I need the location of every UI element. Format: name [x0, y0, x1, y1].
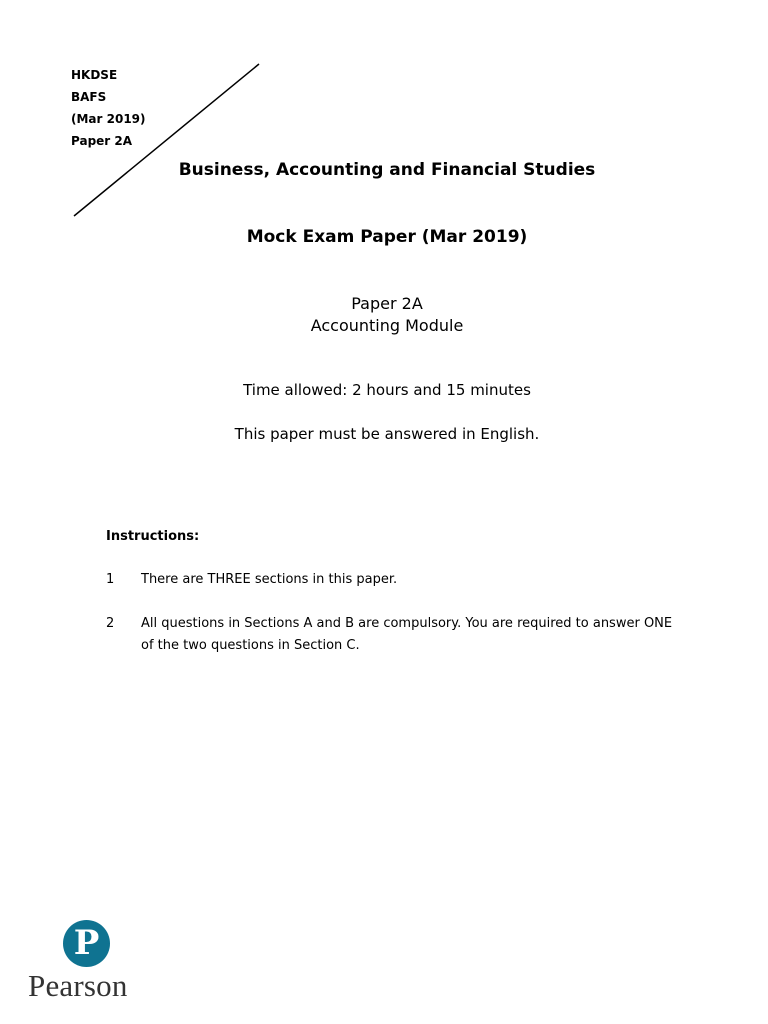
logo-wordmark: Pearson [28, 968, 128, 1003]
mock-title: Mock Exam Paper (Mar 2019) [246, 227, 528, 247]
header-exam: HKDSE [71, 68, 118, 82]
language-note: This paper must be answered in English. [234, 425, 540, 443]
header-subject-code: BAFS [71, 90, 107, 104]
paper-block [0, 293, 768, 337]
instruction-text: All questions in Sections A and B are compulsory. You are required to answer ONE of the two questions in Section C. [141, 616, 673, 653]
paper-module: Accounting Module [310, 316, 464, 335]
header-block [71, 64, 146, 152]
pearson-p-icon [63, 920, 110, 967]
header-paper: Paper 2A [71, 134, 133, 148]
instruction-number: 2 [106, 616, 115, 631]
subject-title: Business, Accounting and Financial Studies [178, 160, 596, 180]
pearson-logo [10, 896, 160, 1016]
header-date: (Mar 2019) [71, 112, 146, 126]
instruction-number: 1 [106, 572, 115, 587]
logo-letter: P [73, 923, 100, 963]
instructions-heading: Instructions: [106, 529, 200, 544]
instruction-text: There are THREE sections in this paper. [141, 572, 398, 587]
time-allowed: Time allowed: 2 hours and 15 minutes [243, 381, 531, 399]
paper-number: Paper 2A [351, 294, 423, 313]
